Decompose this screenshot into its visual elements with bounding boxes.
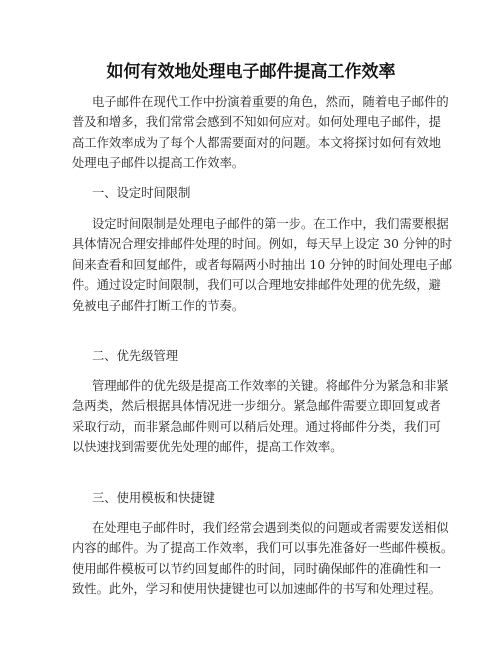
paragraph-line: 设定时间限制是处理电子邮件的第一步。在工作中，我们需要根据 bbox=[92, 217, 449, 231]
paragraph-line: 管理邮件的优先级是提高工作效率的关键。将邮件分为紧急和非紧 bbox=[92, 379, 449, 393]
paragraph-line: 间来查看和回复邮件，或者每隔两小时抽出 10 分钟的时间处理电子邮 bbox=[72, 257, 453, 272]
section-paragraph-priority bbox=[72, 376, 449, 458]
intro-paragraph bbox=[72, 92, 449, 174]
paragraph-line: 高工作效率成为了每个人都需要面对的问题。本文将探讨如何有效地 bbox=[72, 135, 441, 150]
paragraph-line: 免被电子邮件打断工作的节奏。 bbox=[72, 298, 245, 313]
document-title: 如何有效地处理电子邮件提高工作效率 bbox=[106, 62, 396, 82]
paragraph-line: 件。通过设定时间限制，我们可以合理地安排邮件处理的优先级，避 bbox=[72, 278, 441, 293]
section-heading-templates: 三、使用模板和快捷键 bbox=[92, 491, 215, 505]
section-paragraph-time-limit bbox=[72, 214, 453, 316]
paragraph-line: 普及和增多，我们常常会感到不知如何应对。如何处理电子邮件，提 bbox=[72, 115, 441, 130]
paragraph-line: 采取行动，而非紧急邮件则可以稍后处理。通过将邮件分类，我们可 bbox=[72, 419, 441, 434]
section-paragraph-templates bbox=[72, 518, 454, 600]
paragraph-line: 具体情况合理安排邮件处理的时间。例如，每天早上设定 30 分钟的时 bbox=[72, 237, 453, 252]
paragraph-line: 在处理电子邮件时，我们经常会遇到类似的问题或者需要发送相似 bbox=[92, 521, 449, 535]
paragraph-line: 急两类，然后根据具体情况进一步细分。紧急邮件需要立即回复或者 bbox=[72, 399, 441, 414]
paragraph-line: 电子邮件在现代工作中扮演着重要的角色，然而，随着电子邮件的 bbox=[92, 95, 449, 109]
paragraph-line: 以快速找到需要优先处理的邮件，提高工作效率。 bbox=[72, 440, 343, 455]
paragraph-line: 致性。此外，学习和使用快捷键也可以加速邮件的书写和处理过程。 bbox=[72, 582, 441, 597]
section-heading-time-limit: 一、设定时间限制 bbox=[92, 186, 191, 200]
section-heading-priority: 二、优先级管理 bbox=[92, 349, 179, 363]
paragraph-line: 处理电子邮件以提高工作效率。 bbox=[72, 156, 245, 171]
paragraph-line: 使用邮件模板可以节约回复邮件的时间，同时确保邮件的准确性和一 bbox=[72, 561, 441, 576]
paragraph-line: 内容的邮件。为了提高工作效率，我们可以事先准备好一些邮件模板。 bbox=[72, 541, 454, 556]
